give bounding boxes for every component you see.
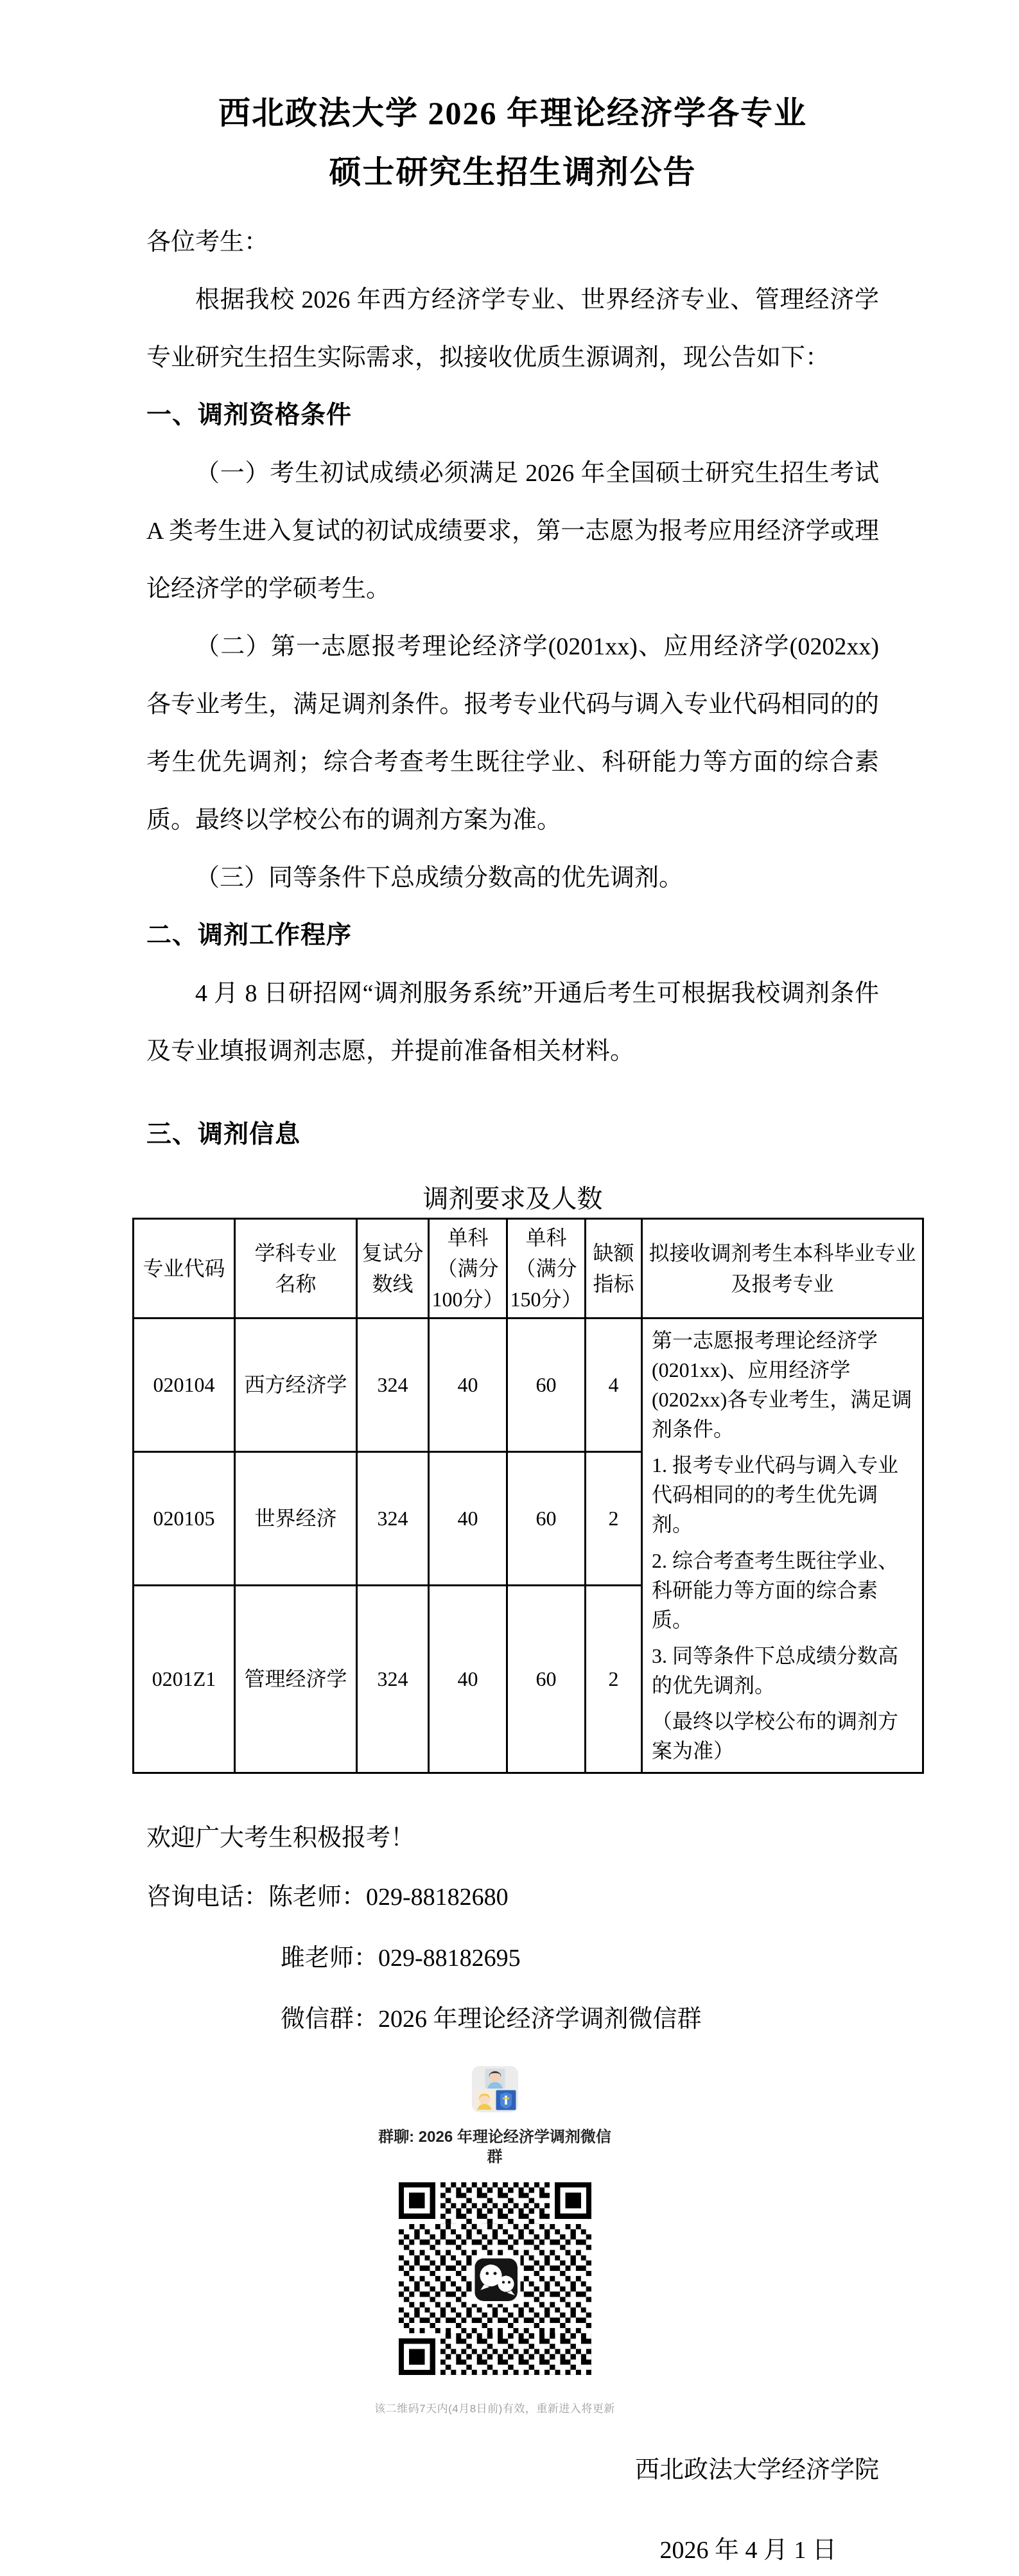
note-paragraph-0: 第一志愿报考理论经济学(0201xx)、应用经济学(0202xx)各专业考生，满足调剂条件。 <box>652 1329 912 1441</box>
contact-phone-line-2: 雎老师：029-88182695 <box>281 1945 521 1972</box>
note-paragraph-2: 2. 综合考查考生既往学业、科研能力等方面的综合素质。 <box>652 1548 899 1631</box>
signature-date: 2026 年 4 月 1 日 <box>659 2537 837 2564</box>
cell-major-code: 020105 <box>134 1451 235 1585</box>
section2-heading: 二、调剂工作程序 <box>146 922 353 949</box>
note-paragraph-4: （最终以学校公布的调剂方案为准） <box>652 1709 899 1763</box>
col-header-subject-100: 单科（满分100分） <box>429 1219 507 1319</box>
group-caption: 群聊: 2026 年理论经济学调剂微信群 <box>378 2128 611 2166</box>
intro-paragraph: 根据我校 2026 年西方经济学专业、世界经济专业、管理经济学专业研究生招生实际需求，拟接收优质生源调剂，现公告如下： <box>146 286 879 371</box>
section2-paragraph-1: 4 月 8 日研招网“调剂服务系统”开通后考生可根据我校调剂条件及专业填报调剂志愿，并提前准备相关材料。 <box>146 980 879 1065</box>
note-paragraph-1: 1. 报考专业代码与调入专业代码相同的的考生优先调剂。 <box>652 1453 899 1536</box>
cell-retest-line: 324 <box>357 1319 429 1452</box>
col-header-retest-line: 复试分数线 <box>357 1219 429 1319</box>
doc-title-line1: 西北政法大学 2026 年理论经济学各专业 <box>218 95 807 131</box>
avatar-member-2 <box>475 2090 494 2110</box>
col-header-major-name <box>235 1219 357 1319</box>
table-header-row <box>134 1219 923 1319</box>
cell-retest-line: 324 <box>357 1585 429 1773</box>
cell-subject-100: 40 <box>429 1451 507 1585</box>
welcome-line: 欢迎广大考生积极报考！ <box>146 1825 415 1852</box>
contact-wechat-group-line: 微信群：2026 年理论经济学调剂微信群 <box>281 2006 702 2033</box>
adjustment-table <box>132 1218 924 1774</box>
note-cell <box>642 1319 923 1773</box>
cell-subject-150: 60 <box>507 1319 586 1452</box>
table-row <box>134 1319 923 1452</box>
group-avatar <box>472 2066 518 2112</box>
wechat-group-card <box>296 2066 694 2415</box>
cell-quota: 2 <box>586 1585 642 1773</box>
avatar-member-1 <box>485 2069 505 2089</box>
col-header-quota: 缺额指标 <box>586 1219 642 1319</box>
cell-major-name: 管理经济学 <box>235 1585 357 1773</box>
wechat-logo-icon <box>471 2256 520 2304</box>
section3-heading: 三、调剂信息 <box>146 1121 301 1148</box>
table-title: 调剂要求及人数 <box>422 1184 603 1213</box>
cell-major-name: 西方经济学 <box>235 1319 357 1452</box>
signature-org: 西北政法大学经济学院 <box>634 2457 879 2484</box>
section1-paragraph-1: （一）考生初试成绩必须满足 2026 年全国硕士研究生招生考试 A 类考生进入复试的初试成绩要求，第一志愿为报考应用经济学或理论经济学的学硕考生。 <box>146 460 879 602</box>
section1-paragraph-3: （三）同等条件下总成绩分数高的优先调剂。 <box>195 864 684 891</box>
cell-subject-150: 60 <box>507 1585 586 1773</box>
qr-code <box>296 2182 694 2375</box>
cell-quota: 4 <box>586 1319 642 1452</box>
section1-paragraph-2: （二）第一志愿报考理论经济学(0201xx)、应用经济学(0202xx)各专业考生，满足调剂条件。报考专业代码与调入专业代码相同的的考生优先调剂；综合考查考生既往学业、科研能力等方面的综合素质。最终以学校公布的调剂方案为准。 <box>146 633 879 834</box>
cell-subject-100: 40 <box>429 1585 507 1773</box>
cell-major-name: 世界经济 <box>235 1451 357 1585</box>
cell-quota: 2 <box>586 1451 642 1585</box>
col-header-major-code: 专业代码 <box>134 1219 235 1319</box>
salutation: 各位考生： <box>146 229 269 256</box>
cell-subject-150: 60 <box>507 1451 586 1585</box>
col-header-major-name-label: 学科专业名称 <box>254 1241 337 1295</box>
doc-title <box>146 83 879 202</box>
section1-heading: 一、调剂资格条件 <box>146 401 353 429</box>
col-header-subject-150: 单科（满分150分） <box>507 1219 586 1319</box>
note-paragraph-3: 3. 同等条件下总成绩分数高的优先调剂。 <box>652 1643 899 1697</box>
contact-phone-line: 咨询电话：陈老师：029-88182680 <box>146 1884 509 1911</box>
qr-validity-note: 该二维码7天内(4月8日前)有效，重新进入将更新 <box>374 2403 615 2415</box>
cell-major-code: 0201Z1 <box>134 1585 235 1773</box>
cell-subject-100: 40 <box>429 1319 507 1452</box>
doc-title-line2: 硕士研究生招生调剂公告 <box>329 154 697 190</box>
cell-major-code: 020104 <box>134 1319 235 1452</box>
cell-retest-line: 324 <box>357 1451 429 1585</box>
avatar-member-3 <box>496 2090 516 2110</box>
col-header-accepted-majors: 拟接收调剂考生本科毕业专业及报考专业 <box>642 1219 923 1319</box>
